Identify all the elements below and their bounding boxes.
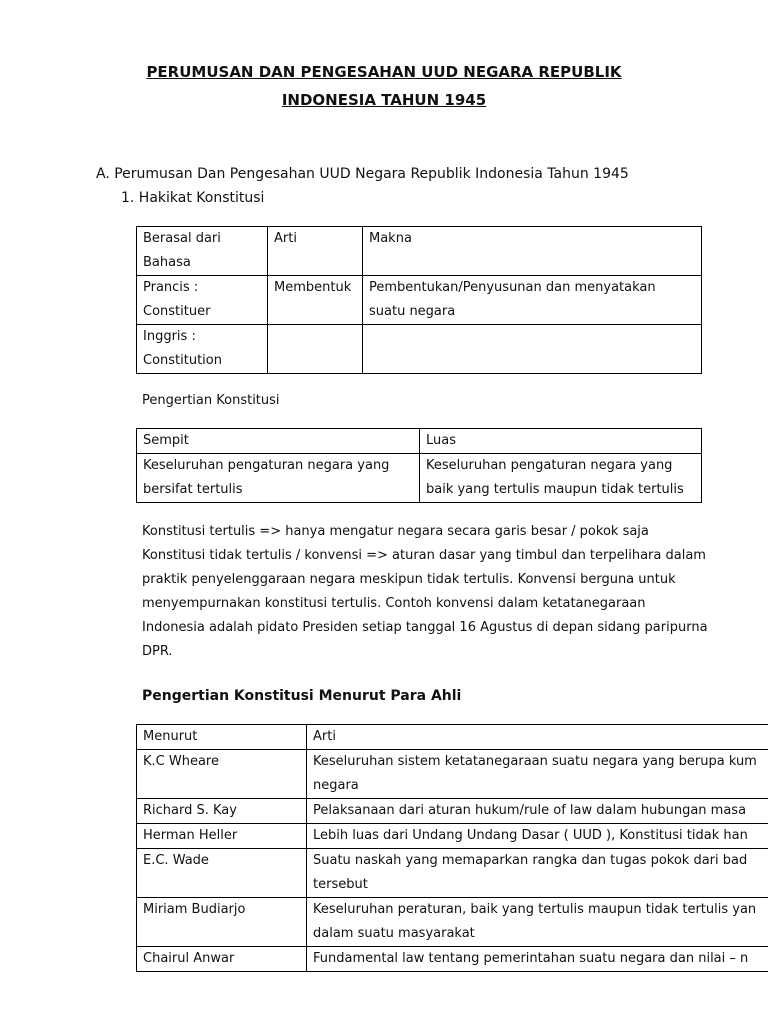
table-row [137,799,768,824]
table-cell: Inggris : Constitution [137,325,268,374]
paragraph-line: Konstitusi tertulis => hanya mengatur negara secara garis besar / pokok saja [142,524,649,539]
table-cell: Pembentukan/Penyusunan dan menyatakan suatu negara [363,276,702,325]
table-cell [363,325,702,374]
table-row [137,750,768,799]
table-cell [268,325,363,374]
table-cell: Pelaksanaan dari aturan hukum/rule of law dalam hubungan masa [307,799,768,824]
table-cell [307,750,768,799]
subsection-heading-1: 1. Hakikat Konstitusi [121,190,265,206]
table-cell: Richard S. Kay [137,799,307,824]
table-row [137,276,702,325]
table-cell: Membentuk [268,276,363,325]
table-cell: Herman Heller [137,824,307,849]
table-cell: Arti [268,227,363,276]
table-row [137,849,768,898]
table-cell: Luas [420,429,702,454]
section-heading-a: A. Perumusan Dan Pengesahan UUD Negara Republik Indonesia Tahun 1945 [96,166,629,182]
table-cell [307,898,768,947]
document-title-line2: INDONESIA TAHUN 1945 [281,91,487,109]
table-row [137,725,768,750]
table-hakikat-konstitusi [136,226,702,374]
cell-line: Keseluruhan peraturan, baik yang tertulis maupun tidak tertulis yan [313,902,757,917]
table-row [137,227,702,276]
table-cell: Keseluruhan pengaturan negara yang baik yang tertulis maupun tidak tertulis [420,454,702,503]
table-cell: Sempit [137,429,420,454]
table-cell: K.C Wheare [137,750,307,799]
table-cell: Lebih luas dari Undang Undang Dasar ( UUD ), Konstitusi tidak han [307,824,768,849]
paragraph-line: Konstitusi tidak tertulis / konvensi => aturan dasar yang timbul dan terpelihara dalam praktik penyelenggaraan negara meskipun tidak tertulis. Konvensi berguna untuk menyempurnakan konstitusi tertulis. Contoh konvensi dalam ketatanegaraan Indonesia adalah pidato Presiden setiap tanggal 16 Agustus di depan sidang paripurna DPR. [142,548,708,659]
table-row [137,947,768,972]
table-cell: E.C. Wade [137,849,307,898]
table-row [137,824,768,849]
table-cell: Fundamental law tentang pemerintahan suatu negara dan nilai – n [307,947,768,972]
konstitusi-paragraph [142,520,712,664]
table-row [137,325,702,374]
table-cell: Miriam Budiarjo [137,898,307,947]
table-row [137,429,702,454]
table-row [137,898,768,947]
cell-line: Suatu naskah yang memaparkan rangka dan tugas pokok dari bad [313,853,748,868]
table-pengertian-konstitusi [136,428,702,503]
table-cell: Berasal dari Bahasa [137,227,268,276]
table-cell: Keseluruhan pengaturan negara yang bersifat tertulis [137,454,420,503]
table-cell: Makna [363,227,702,276]
table-cell: Chairul Anwar [137,947,307,972]
table-cell: Prancis : Constituer [137,276,268,325]
ahli-heading: Pengertian Konstitusi Menurut Para Ahli [142,688,462,704]
pengertian-konstitusi-label: Pengertian Konstitusi [142,393,280,408]
cell-line: negara [313,778,359,793]
cell-line: dalam suatu masyarakat [313,926,475,941]
table-menurut-para-ahli [136,724,768,972]
document-title-line1: PERUMUSAN DAN PENGESAHAN UUD NEGARA REPUBLIK [146,63,622,81]
table-cell: Menurut [137,725,307,750]
table-cell [307,849,768,898]
cell-line: Keseluruhan sistem ketatanegaraan suatu negara yang berupa kum [313,754,757,769]
table-row [137,454,702,503]
table-cell: Arti [307,725,768,750]
cell-line: tersebut [313,877,368,892]
